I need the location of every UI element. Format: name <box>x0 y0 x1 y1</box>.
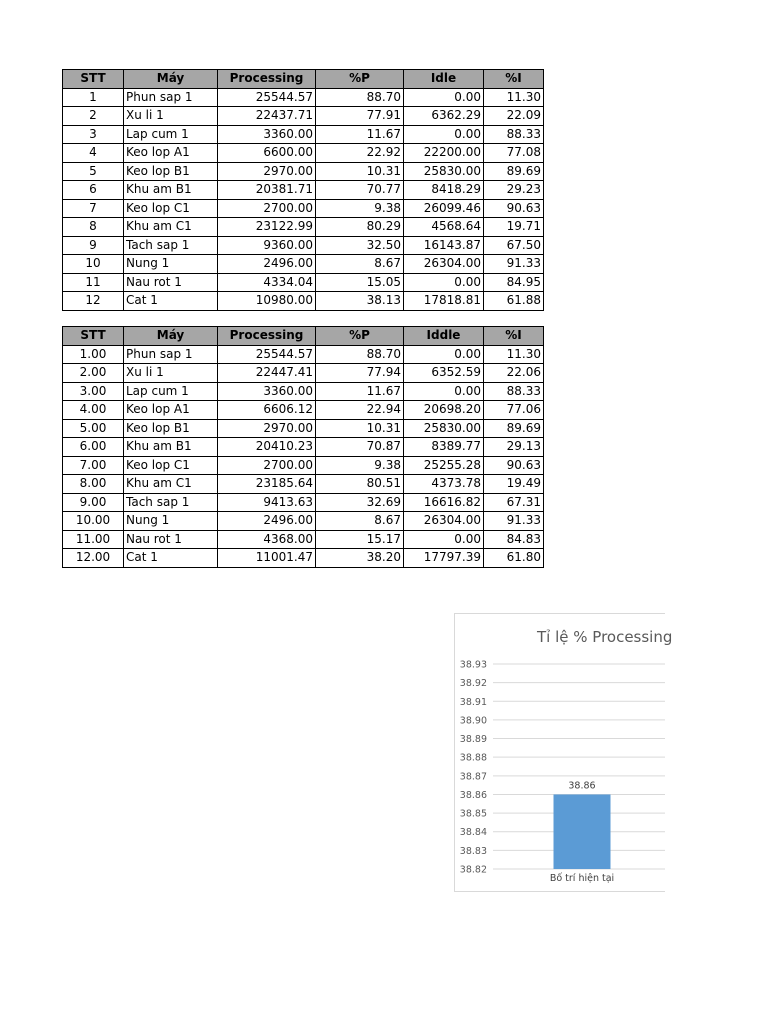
cell-stt[interactable]: 7.00 <box>63 456 124 475</box>
cell-stt[interactable]: 6 <box>63 181 124 200</box>
cell-stt[interactable]: 6.00 <box>63 438 124 457</box>
cell-pct-p[interactable]: 77.91 <box>316 107 404 126</box>
header-pct-p: %P <box>316 70 404 89</box>
cell-pct-p[interactable]: 77.94 <box>316 364 404 383</box>
cell-pct-i[interactable]: 77.06 <box>484 401 544 420</box>
cell-pct-p[interactable]: 9.38 <box>316 456 404 475</box>
cell-idle[interactable]: 26099.46 <box>404 199 484 218</box>
header-idle: Idle <box>404 70 484 89</box>
cell-pct-p[interactable]: 88.70 <box>316 345 404 364</box>
cell-stt[interactable]: 4.00 <box>63 401 124 420</box>
cell-stt[interactable]: 1.00 <box>63 345 124 364</box>
cell-idle[interactable]: 4373.78 <box>404 475 484 494</box>
cell-may[interactable]: Keo lop A1 <box>124 401 218 420</box>
cell-pct-i[interactable]: 88.33 <box>484 382 544 401</box>
cell-pct-p[interactable]: 80.51 <box>316 475 404 494</box>
cell-may[interactable]: Khu am C1 <box>124 218 218 237</box>
cell-stt[interactable]: 7 <box>63 199 124 218</box>
cell-idle[interactable]: 17818.81 <box>404 292 484 311</box>
cell-pct-p[interactable]: 38.13 <box>316 292 404 311</box>
cell-processing[interactable]: 20381.71 <box>218 181 316 200</box>
cell-pct-i[interactable]: 88.33 <box>484 125 544 144</box>
cell-pct-p[interactable]: 22.94 <box>316 401 404 420</box>
cell-pct-p[interactable]: 11.67 <box>316 125 404 144</box>
table-row <box>63 382 544 401</box>
header-stt: STT <box>63 327 124 346</box>
y-tick-label: 38.84 <box>459 827 487 839</box>
y-tick-label: 38.86 <box>459 789 487 801</box>
cell-processing[interactable]: 2496.00 <box>218 512 316 531</box>
cell-processing[interactable]: 23185.64 <box>218 475 316 494</box>
header-pct-i: %I <box>484 70 544 89</box>
table-row <box>63 549 544 568</box>
cell-idle[interactable]: 8389.77 <box>404 438 484 457</box>
cell-stt[interactable]: 1 <box>63 88 124 107</box>
cell-may[interactable]: Khu am C1 <box>124 475 218 494</box>
cell-pct-p[interactable]: 80.29 <box>316 218 404 237</box>
cell-may[interactable]: Keo lop A1 <box>124 144 218 163</box>
cell-may[interactable]: Xu li 1 <box>124 364 218 383</box>
table-row <box>63 144 544 163</box>
cell-pct-i[interactable]: 67.31 <box>484 493 544 512</box>
cell-pct-i[interactable]: 29.23 <box>484 181 544 200</box>
cell-idle[interactable]: 0.00 <box>404 273 484 292</box>
cell-stt[interactable]: 8.00 <box>63 475 124 494</box>
cell-processing[interactable]: 22437.71 <box>218 107 316 126</box>
chart-title: Tỉ lệ % Processing <box>537 628 673 646</box>
cell-may[interactable]: Tach sap 1 <box>124 236 218 255</box>
cell-processing[interactable]: 20410.23 <box>218 438 316 457</box>
cell-may[interactable]: Khu am B1 <box>124 438 218 457</box>
table-row <box>63 512 544 531</box>
cell-idle[interactable]: 6362.29 <box>404 107 484 126</box>
cell-pct-i[interactable]: 89.69 <box>484 162 544 181</box>
cell-pct-i[interactable]: 90.63 <box>484 456 544 475</box>
y-tick-label: 38.82 <box>459 864 487 876</box>
cell-pct-p[interactable]: 22.92 <box>316 144 404 163</box>
cell-pct-i[interactable]: 11.30 <box>484 345 544 364</box>
cell-may[interactable]: Keo lop C1 <box>124 456 218 475</box>
cell-idle[interactable]: 25830.00 <box>404 419 484 438</box>
cell-stt[interactable]: 4 <box>63 144 124 163</box>
table-row <box>63 345 544 364</box>
table-row <box>63 456 544 475</box>
cell-pct-i[interactable]: 29.13 <box>484 438 544 457</box>
chart-canvas <box>455 614 665 891</box>
table-row <box>63 255 544 274</box>
cell-pct-p[interactable]: 70.77 <box>316 181 404 200</box>
table-row <box>63 181 544 200</box>
cell-processing[interactable]: 2970.00 <box>218 419 316 438</box>
cell-pct-p[interactable]: 15.05 <box>316 273 404 292</box>
cell-pct-p[interactable]: 10.31 <box>316 162 404 181</box>
data-label: 38.86 <box>568 780 596 792</box>
cell-stt[interactable]: 10.00 <box>63 512 124 531</box>
cell-pct-p[interactable]: 70.87 <box>316 438 404 457</box>
cell-may[interactable]: Phun sap 1 <box>124 88 218 107</box>
cell-may[interactable]: Tach sap 1 <box>124 493 218 512</box>
cell-pct-i[interactable]: 11.30 <box>484 88 544 107</box>
cell-processing[interactable]: 23122.99 <box>218 218 316 237</box>
cell-may[interactable]: Lap cum 1 <box>124 382 218 401</box>
table-row <box>63 292 544 311</box>
cell-processing[interactable]: 25544.57 <box>218 345 316 364</box>
y-tick-label: 38.93 <box>459 659 487 671</box>
cell-idle[interactable]: 17797.39 <box>404 549 484 568</box>
cell-pct-i[interactable]: 91.33 <box>484 512 544 531</box>
cell-may[interactable]: Cat 1 <box>124 292 218 311</box>
bar <box>554 794 611 869</box>
cell-idle[interactable]: 25255.28 <box>404 456 484 475</box>
machine-table-1 <box>62 69 544 311</box>
cell-may[interactable]: Khu am B1 <box>124 181 218 200</box>
cell-stt[interactable]: 11 <box>63 273 124 292</box>
cell-processing[interactable]: 2970.00 <box>218 162 316 181</box>
cell-stt[interactable]: 10 <box>63 255 124 274</box>
cell-processing[interactable]: 9360.00 <box>218 236 316 255</box>
table-row <box>63 401 544 420</box>
cell-idle[interactable]: 16616.82 <box>404 493 484 512</box>
cell-processing[interactable]: 4334.04 <box>218 273 316 292</box>
cell-may[interactable]: Nung 1 <box>124 255 218 274</box>
cell-pct-i[interactable]: 84.95 <box>484 273 544 292</box>
cell-processing[interactable]: 25544.57 <box>218 88 316 107</box>
cell-stt[interactable]: 9 <box>63 236 124 255</box>
cell-processing[interactable]: 3360.00 <box>218 125 316 144</box>
table-row <box>63 218 544 237</box>
cell-idle[interactable]: 26304.00 <box>404 512 484 531</box>
cell-processing[interactable]: 2700.00 <box>218 456 316 475</box>
table-row <box>63 419 544 438</box>
cell-pct-i[interactable]: 61.80 <box>484 549 544 568</box>
cell-idle[interactable]: 22200.00 <box>404 144 484 163</box>
cell-idle[interactable]: 0.00 <box>404 530 484 549</box>
cell-pct-p[interactable]: 8.67 <box>316 255 404 274</box>
cell-processing[interactable]: 2700.00 <box>218 199 316 218</box>
cell-idle[interactable]: 4568.64 <box>404 218 484 237</box>
cell-idle[interactable]: 25830.00 <box>404 162 484 181</box>
cell-stt[interactable]: 12.00 <box>63 549 124 568</box>
cell-may[interactable]: Lap cum 1 <box>124 125 218 144</box>
table-row <box>63 107 544 126</box>
cell-pct-i[interactable]: 77.08 <box>484 144 544 163</box>
cell-idle[interactable]: 26304.00 <box>404 255 484 274</box>
header-may: Máy <box>124 327 218 346</box>
header-pct-i: %I <box>484 327 544 346</box>
cell-idle[interactable]: 8418.29 <box>404 181 484 200</box>
table-row <box>63 88 544 107</box>
x-category-label: Bố trí hiện tại <box>549 873 615 884</box>
cell-stt[interactable]: 8 <box>63 218 124 237</box>
cell-idle[interactable]: 0.00 <box>404 345 484 364</box>
cell-pct-p[interactable]: 8.67 <box>316 512 404 531</box>
y-tick-label: 38.91 <box>459 696 487 708</box>
cell-processing[interactable]: 6600.00 <box>218 144 316 163</box>
cell-pct-p[interactable]: 38.20 <box>316 549 404 568</box>
header-pct-p: %P <box>316 327 404 346</box>
cell-processing[interactable]: 10980.00 <box>218 292 316 311</box>
cell-pct-i[interactable]: 90.63 <box>484 199 544 218</box>
cell-idle[interactable]: 0.00 <box>404 125 484 144</box>
cell-processing[interactable]: 2496.00 <box>218 255 316 274</box>
table-row <box>63 162 544 181</box>
cell-stt[interactable]: 2 <box>63 107 124 126</box>
header-processing: Processing <box>218 327 316 346</box>
cell-pct-i[interactable]: 67.50 <box>484 236 544 255</box>
cell-pct-i[interactable]: 89.69 <box>484 419 544 438</box>
table-row <box>63 475 544 494</box>
table-row <box>63 236 544 255</box>
cell-may[interactable]: Nung 1 <box>124 512 218 531</box>
cell-pct-i[interactable]: 84.83 <box>484 530 544 549</box>
cell-idle[interactable]: 0.00 <box>404 382 484 401</box>
machine-table-2 <box>62 326 544 568</box>
cell-stt[interactable]: 3 <box>63 125 124 144</box>
cell-stt[interactable]: 3.00 <box>63 382 124 401</box>
cell-pct-i[interactable]: 61.88 <box>484 292 544 311</box>
y-tick-label: 38.83 <box>459 845 487 857</box>
cell-stt[interactable]: 11.00 <box>63 530 124 549</box>
table-row <box>63 199 544 218</box>
table-row <box>63 273 544 292</box>
cell-may[interactable]: Nau rot 1 <box>124 530 218 549</box>
cell-stt[interactable]: 9.00 <box>63 493 124 512</box>
cell-processing[interactable]: 11001.47 <box>218 549 316 568</box>
y-tick-label: 38.90 <box>459 715 487 727</box>
y-tick-label: 38.85 <box>459 808 487 820</box>
header-processing: Processing <box>218 70 316 89</box>
cell-idle[interactable]: 20698.20 <box>404 401 484 420</box>
y-tick-label: 38.88 <box>459 752 487 764</box>
cell-pct-p[interactable]: 88.70 <box>316 88 404 107</box>
cell-pct-p[interactable]: 15.17 <box>316 530 404 549</box>
cell-may[interactable]: Xu li 1 <box>124 107 218 126</box>
cell-idle[interactable]: 0.00 <box>404 88 484 107</box>
table-row <box>63 493 544 512</box>
header-stt: STT <box>63 70 124 89</box>
cell-processing[interactable]: 6606.12 <box>218 401 316 420</box>
cell-processing[interactable]: 9413.63 <box>218 493 316 512</box>
cell-idle[interactable]: 16143.87 <box>404 236 484 255</box>
cell-pct-i[interactable]: 22.09 <box>484 107 544 126</box>
cell-pct-p[interactable]: 32.50 <box>316 236 404 255</box>
cell-pct-p[interactable]: 10.31 <box>316 419 404 438</box>
cell-pct-p[interactable]: 32.69 <box>316 493 404 512</box>
processing-chart[interactable] <box>454 613 673 892</box>
cell-may[interactable]: Keo lop B1 <box>124 419 218 438</box>
table-header-row <box>63 327 544 346</box>
y-tick-label: 38.92 <box>459 678 487 690</box>
table-row <box>63 530 544 549</box>
cell-pct-p[interactable]: 11.67 <box>316 382 404 401</box>
cell-may[interactable]: Phun sap 1 <box>124 345 218 364</box>
y-tick-label: 38.87 <box>459 771 487 783</box>
cell-stt[interactable]: 5.00 <box>63 419 124 438</box>
header-idle: Iddle <box>404 327 484 346</box>
table-row <box>63 364 544 383</box>
table-header-row <box>63 70 544 89</box>
table-row <box>63 125 544 144</box>
cell-may[interactable]: Keo lop C1 <box>124 199 218 218</box>
cell-pct-p[interactable]: 9.38 <box>316 199 404 218</box>
table-row <box>63 438 544 457</box>
cell-stt[interactable]: 2.00 <box>63 364 124 383</box>
cell-idle[interactable]: 6352.59 <box>404 364 484 383</box>
cell-pct-i[interactable]: 19.49 <box>484 475 544 494</box>
cell-pct-i[interactable]: 22.06 <box>484 364 544 383</box>
header-may: Máy <box>124 70 218 89</box>
cell-pct-i[interactable]: 91.33 <box>484 255 544 274</box>
cell-processing[interactable]: 4368.00 <box>218 530 316 549</box>
cell-processing[interactable]: 3360.00 <box>218 382 316 401</box>
cell-stt[interactable]: 5 <box>63 162 124 181</box>
cell-may[interactable]: Nau rot 1 <box>124 273 218 292</box>
cell-may[interactable]: Keo lop B1 <box>124 162 218 181</box>
cell-stt[interactable]: 12 <box>63 292 124 311</box>
y-tick-label: 38.89 <box>459 734 487 746</box>
cell-processing[interactable]: 22447.41 <box>218 364 316 383</box>
cell-may[interactable]: Cat 1 <box>124 549 218 568</box>
cell-pct-i[interactable]: 19.71 <box>484 218 544 237</box>
